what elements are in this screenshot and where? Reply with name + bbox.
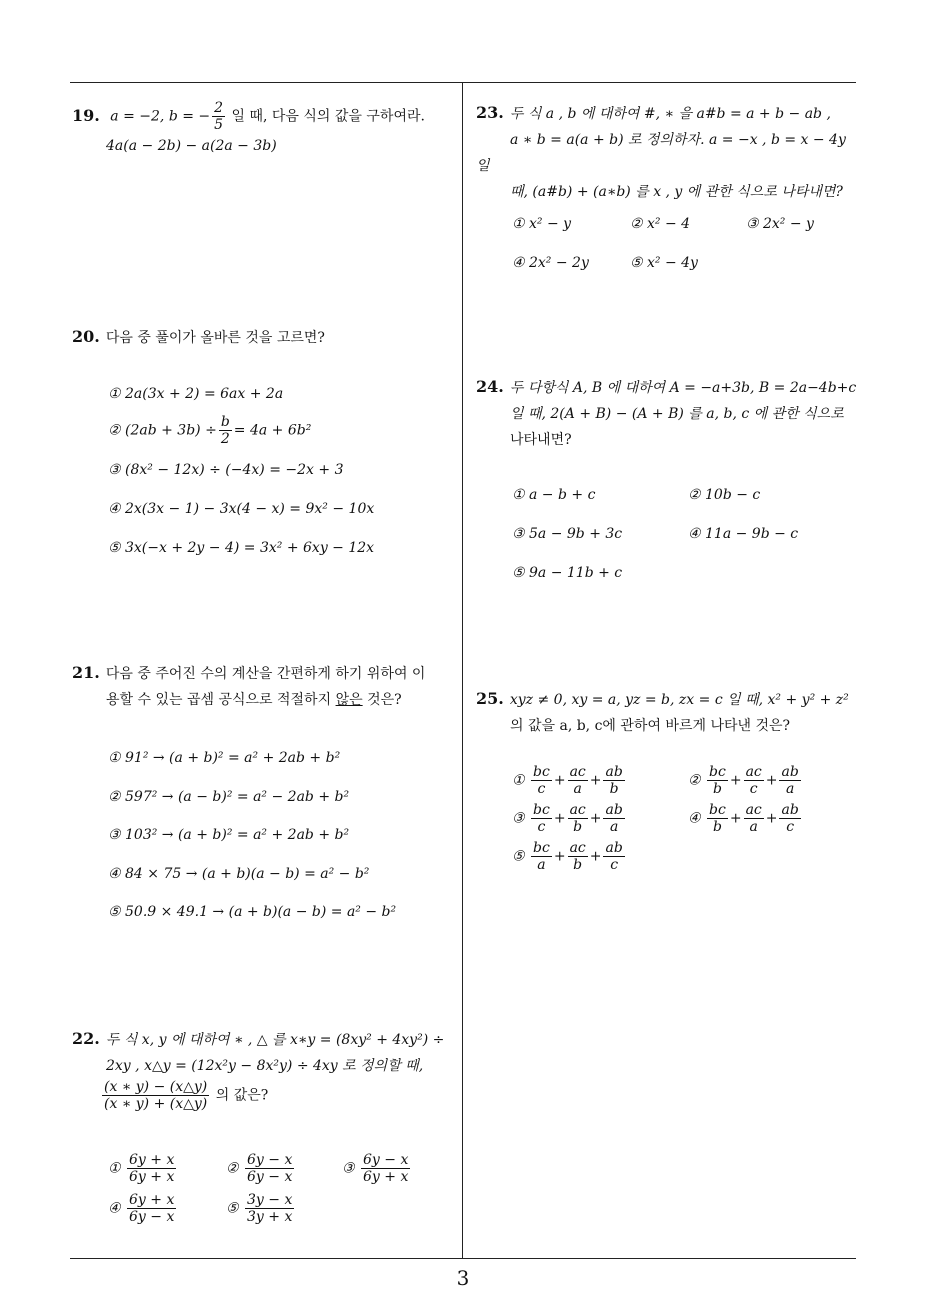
choice-2[interactable]: ② $\frac{6y - x}{6y - x}$ xyxy=(226,1152,293,1185)
choice-5[interactable]: ⑤ $\frac{3y - x}{3y + x}$ xyxy=(226,1192,293,1225)
choice-1[interactable]: ① $\frac{6y + x}{6y + x}$ xyxy=(108,1152,175,1185)
choice-5[interactable]: ⑤ x² − 4y xyxy=(630,255,698,271)
underlined-word: 않은 xyxy=(335,692,363,708)
choice-3[interactable]: ③ 5a − 9b + 3c xyxy=(512,526,623,542)
question-24: 24. 두 다항식 A, B 에 대하여 A = −a+3b, B = 2a−4b+c 일 때, 2(A + B) − (A + B) 를 a, b, c 에 관한 식으로 나타내면? xyxy=(476,377,857,448)
choice-3[interactable]: ③ $\frac{bc}{c}$ + $\frac{ac}{b}$ + $\frac{ab}{a}$ xyxy=(512,802,623,835)
choice-5[interactable]: ⑤ 50.9 × 49.1 → (a + b)(a − b) = a² − b² xyxy=(108,904,397,920)
choice-1[interactable]: ① 2a(3x + 2) = 6ax + 2a xyxy=(108,386,284,402)
choice-2[interactable]: ② x² − 4 xyxy=(630,216,691,232)
question-19: 19. a = −2, b = − $\frac{2}{5}$ 일 때, 다음 식의 값을 구하여라. 4a(a − 2b) − a(2a − 3b) xyxy=(72,100,425,154)
bottom-rule xyxy=(70,1258,856,1259)
choice-1[interactable]: ① 91² → (a + b)² = a² + 2ab + b² xyxy=(108,750,341,766)
choice-3[interactable]: ③ 103² → (a + b)² = a² + 2ab + b² xyxy=(108,827,350,843)
question-20: 20. 다음 중 풀이가 올바른 것을 고르면? xyxy=(72,327,325,346)
question-25: 25. xyz ≠ 0, xy = a, yz = b, zx = c 일 때, x² + y² + z² 의 값을 a, b, c에 관하여 바르게 나타낸 것은? xyxy=(476,689,849,734)
question-21: 21. 다음 중 주어진 수의 계산을 간편하게 하기 위하여 이 용할 수 있는 곱셈 공식으로 적절하지 않은 것은? xyxy=(72,663,426,708)
question-number: 19. xyxy=(72,105,100,125)
choice-5[interactable]: ⑤ $\frac{bc}{a}$ + $\frac{ac}{b}$ + $\frac{ab}{c}$ xyxy=(512,840,623,873)
choice-4[interactable]: ④ 2x(3x − 1) − 3x(4 − x) = 9x² − 10x xyxy=(108,501,375,517)
choice-2[interactable]: ② 10b − c xyxy=(688,487,761,503)
choice-3[interactable]: ③ (8x² − 12x) ÷ (−4x) = −2x + 3 xyxy=(108,462,344,478)
choice-3[interactable]: ③ 2x² − y xyxy=(746,216,814,232)
choice-4[interactable]: ④ 2x² − 2y xyxy=(512,255,589,271)
question-22: 22. 두 식 x, y 에 대하여 ∗ , △ 를 x∗y = (8xy² + 4xy²) ÷ 2xy , x△y = (12x²y − 8x²y) ÷ 4xy 로 정의할 때, $\frac{(x ∗ y) - (x\triangle y)}{(x ∗ y) + (x\triangle y)}$ 의 값은? xyxy=(72,1029,445,1112)
choice-2[interactable]: ② 597² → (a − b)² = a² − 2ab + b² xyxy=(108,789,350,805)
choice-1[interactable]: ① x² − y xyxy=(512,216,572,232)
choice-1[interactable]: ① a − b + c xyxy=(512,487,596,503)
choice-5[interactable]: ⑤ 9a − 11b + c xyxy=(512,565,623,581)
fraction: $\frac{2}{5}$ xyxy=(214,100,224,133)
column-divider xyxy=(462,82,463,1258)
choice-2[interactable]: ② (2ab + 3b) ÷ $\frac{b}{2}$ = 4a + 6b² xyxy=(108,414,312,447)
choice-1[interactable]: ① $\frac{bc}{c}$ + $\frac{ac}{a}$ + $\frac{ab}{b}$ xyxy=(512,764,623,797)
choice-5[interactable]: ⑤ 3x(−x + 2y − 4) = 3x² + 6xy − 12x xyxy=(108,540,375,556)
question-23: 23. 두 식 a , b 에 대하여 #, ∗ 을 a#b = a + b − ab , a ∗ b = a(a + b) 로 정의하자. a = −x , b = x − 4y 일 때, (a#b) + (a∗b) 를 x , y 에 관한 식으로 나타내면? xyxy=(476,103,846,200)
choice-3[interactable]: ③ $\frac{6y - x}{6y + x}$ xyxy=(342,1152,409,1185)
choice-4[interactable]: ④ $\frac{6y + x}{6y - x}$ xyxy=(108,1192,175,1225)
page-number: 3 xyxy=(456,1266,470,1290)
top-rule xyxy=(70,82,856,83)
choice-4[interactable]: ④ 84 × 75 → (a + b)(a − b) = a² − b² xyxy=(108,866,370,882)
choice-4[interactable]: ④ $\frac{bc}{b}$ + $\frac{ac}{a}$ + $\frac{ab}{c}$ xyxy=(688,802,799,835)
choice-4[interactable]: ④ 11a − 9b − c xyxy=(688,526,799,542)
choice-2[interactable]: ② $\frac{bc}{b}$ + $\frac{ac}{c}$ + $\frac{ab}{a}$ xyxy=(688,764,799,797)
fraction: $\frac{(x ∗ y) - (x\triangle y)}{(x ∗ y) + (x\triangle y)}$ xyxy=(104,1079,208,1112)
